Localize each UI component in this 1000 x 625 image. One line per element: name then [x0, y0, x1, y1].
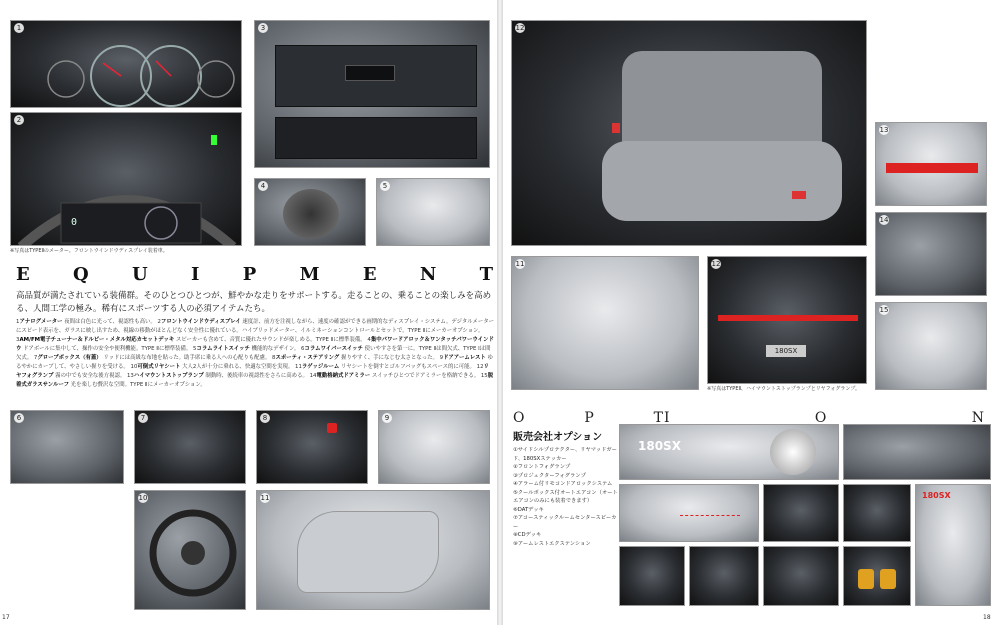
equipment-item-title: 脱着式ガラスサンルーフ	[16, 373, 494, 388]
equipment-item	[34, 355, 272, 361]
photo-rear-fog-lamp	[875, 122, 987, 206]
photo-number: 2	[14, 115, 24, 125]
heading-letter: O	[814, 410, 827, 426]
photo-speaker	[254, 178, 366, 246]
equipment-item-title: ハイマウントストップランプ	[133, 373, 204, 379]
photo-armrest-extension	[843, 546, 911, 606]
photo-number: 4	[258, 181, 268, 191]
photo-door-armrest	[256, 490, 490, 610]
photo-power-window-switch	[10, 410, 124, 484]
photo-number: 7	[138, 413, 148, 423]
equipment-item-text: 光を楽しむ贅沢な空間。TYPE Ⅱにメーカーオプション。	[68, 382, 206, 388]
heading-letter: E	[362, 264, 378, 285]
equipment-item-number: 14	[309, 373, 317, 379]
equipment-item-title: コラムライトスイッチ	[196, 346, 250, 352]
equipment-item-number: 6	[301, 346, 305, 352]
photo-glove-box	[378, 410, 490, 484]
equipment-item-text: 制動時、後続車の視認性をさらに高める。	[203, 373, 310, 379]
equipment-item-number: 11	[295, 364, 302, 370]
photo-front-window-display	[10, 112, 242, 246]
equipment-item-text: 機能的なデザイン。	[249, 346, 302, 352]
photo-number: 10	[138, 494, 148, 502]
page-number-right: 18	[983, 614, 991, 621]
equipment-item-text: ドアボールに集中して、操作の安全や便利機能。TYPE Ⅱに標準装備。	[21, 346, 194, 352]
photo-cool-box	[763, 484, 839, 542]
photo-sunroof	[875, 302, 987, 390]
photo-rear-view	[707, 256, 867, 384]
equipment-item-number: 3	[16, 337, 20, 343]
photo-number: 14	[879, 216, 889, 224]
equipment-item-title: 可倒式リヤシート	[137, 364, 181, 370]
svg-text:0: 0	[71, 217, 78, 228]
page-number-left: 17	[2, 614, 10, 621]
photo-number: 11	[515, 260, 525, 268]
photo-light-switch	[134, 410, 246, 484]
option-item: ⑧CDデッキ	[513, 532, 542, 538]
equipment-item-title: ラゲッジルーム	[301, 364, 340, 370]
equipment-item-text: 使いやすさを第一に。TYPE Ⅱは間欠式、TYPE Ⅰは間欠式。	[16, 346, 491, 361]
equipment-item-number: 8	[272, 355, 276, 361]
equipment-heading	[16, 264, 494, 285]
photo-audio-deck	[254, 20, 490, 168]
equipment-item-text: 速度計、前方を注視しながら、速度の確認ができる画期的なディスプレイ・システム。デジタルメーターにスピード表示を、ガラスに映し出すため、視線の移動がほとんどなく安全性に優れている。ハイブリッドメーター、イルミネーションコントロールとセットで。TYPE Ⅱにメーカーオプション。	[16, 319, 494, 334]
equipment-item	[310, 373, 481, 379]
equipment-item	[16, 337, 367, 343]
photo-number: 5	[380, 181, 390, 191]
option-item: ⑤クールボックス付オートエアコン（オートエアコンのみにも装着できます）	[513, 489, 618, 504]
catalog-badge: 180SX	[922, 491, 951, 500]
side-sticker: 180SX	[638, 439, 681, 453]
heading-letter: N	[419, 264, 438, 285]
heading-letter: P	[242, 264, 258, 285]
left-page	[0, 0, 497, 625]
photo-fog-lamps	[843, 424, 991, 480]
photo-number: 6	[14, 413, 24, 423]
license-plate-badge: 180SX	[766, 345, 806, 357]
heading-letter: E	[16, 264, 31, 285]
equipment-item-title: スポーティ・ステアリング	[275, 355, 340, 361]
seat-illustration	[512, 21, 867, 246]
equipment-item-text: スピーカーも含めて、音質に優れたサウンドが楽しめる。TYPE Ⅱに標準装備。	[174, 337, 368, 343]
equipment-body-text	[16, 318, 494, 390]
photo-number: 12	[711, 260, 721, 268]
photo-remote-lock	[619, 484, 759, 542]
photo-number: 15	[879, 306, 889, 314]
photo-analog-meter	[10, 20, 242, 108]
photo-side-sill	[619, 424, 839, 480]
heading-letter: P	[584, 410, 594, 426]
photo-center-speaker	[689, 546, 759, 606]
option-item: ①サイドシルプロテクター、リヤマッドガード、180SXステッカー	[513, 447, 617, 462]
equipment-item-text: リッドには高級な布地を貼った。助手席に乗る人への心配りも配慮。	[101, 355, 273, 361]
equipment-item-text: リヤシートを倒すとゴルフバッグもスペース的に可能。	[339, 364, 477, 370]
option-heading-left	[513, 410, 663, 426]
equipment-item-title: ドアアームレスト	[443, 355, 486, 361]
option-item: ⑥DATデッキ	[513, 506, 544, 513]
equipment-item-number: 10	[130, 364, 138, 370]
equipment-item-number: 2	[157, 319, 161, 325]
heading-letter: I	[191, 264, 201, 285]
photo-air-con	[843, 484, 911, 542]
photo-number: 11	[260, 494, 270, 502]
equipment-item-title: グローブボックス（有蓋）	[37, 355, 102, 361]
steering-wheel-illustration	[135, 491, 246, 610]
equipment-item-number: 7	[33, 355, 38, 361]
steering-illustration	[11, 113, 242, 246]
photo-number: 1	[14, 23, 24, 33]
heading-letter: M	[299, 264, 321, 285]
equipment-item-number: 4	[367, 337, 371, 343]
option-item: ④アラーム付リモコンドアロックシステム	[513, 481, 613, 487]
equipment-item-number: 12	[476, 364, 484, 370]
option-item: ⑦アコースティックルームセンタースピーカー	[513, 515, 617, 530]
equipment-item-text: スイッチひとつでドアミラーを格納できる。	[370, 373, 481, 379]
option-item: ②フロントフォグランプ	[513, 464, 571, 470]
equipment-item-text: 大人2人が十分に乗れる、快適な空間を実現。	[180, 364, 296, 370]
equipment-item	[131, 364, 296, 370]
options-list	[513, 446, 619, 548]
photo-door-trim	[376, 178, 490, 246]
equipment-item-number: 15	[480, 373, 488, 379]
heading-letter: O	[513, 410, 525, 426]
equipment-item-number: 9	[439, 355, 444, 361]
equipment-item-text: 握りやすく、手になじむ太さとなった。	[339, 355, 440, 361]
heading-letter: N	[971, 410, 984, 426]
equipment-item-title: 電動格納式ドアミラー	[316, 373, 371, 379]
photo-number: 8	[260, 413, 270, 423]
equipment-item-number: 1	[16, 319, 20, 325]
equipment-item	[272, 355, 440, 361]
caption-dashboard: ※写真はTYPEⅡのメーター。フロントウインドウディスプレイ装着車。	[10, 248, 168, 254]
photo-dat-deck	[619, 546, 685, 606]
photo-wiper-switch	[256, 410, 368, 484]
options-title: 販売会社オプション	[513, 432, 603, 443]
photo-number: 9	[382, 413, 392, 423]
photo-cd-deck	[763, 546, 839, 606]
heading-letter: T	[653, 410, 663, 426]
equipment-item	[295, 364, 477, 370]
photo-number: 13	[879, 126, 889, 134]
photo-steering-wheel	[134, 490, 246, 610]
equipment-item-title: リヤフォグランプ	[16, 364, 489, 379]
equipment-item-number: 5	[193, 346, 197, 352]
lead-paragraph: 高品質が満たされている装備群。そのひとつひとつが、鮮やかな走りをサポートする。走ることの、乗ることの楽しみを高める、人間工学の極み。稀有にスポーツする人の必須アイテムたち。	[16, 291, 492, 314]
equipment-item	[127, 373, 310, 379]
photo-door-mirror	[875, 212, 987, 296]
heading-letter: Q	[73, 264, 90, 285]
heading-letter: I	[664, 410, 670, 426]
photo-luggage-room	[511, 256, 699, 390]
equipment-item	[16, 319, 157, 325]
equipment-item-text: ゆるやかにカーブして、やさしい握りを受ける。	[16, 355, 493, 370]
photo-catalog-cover	[915, 484, 991, 606]
photo-number: 12	[515, 24, 525, 32]
equipment-item-title: コラムワイパースイッチ	[304, 346, 363, 352]
equipment-item-title: アナログメーター	[19, 319, 63, 325]
caption-rear: ※写真はTYPEⅡ、ハイマウントストップランプとリヤフォグランプ。	[707, 386, 860, 392]
option-item: ③プロジェクターフォグランプ	[513, 472, 586, 479]
equipment-item-title: AM/FM電子チューナー＆ドルビー・メタル対応カセットデッキ	[19, 337, 175, 343]
photo-number: 3	[258, 23, 268, 33]
equipment-item-title: フロントウインドウディスプレイ	[160, 319, 241, 325]
equipment-item-number: 13	[126, 373, 134, 379]
equipment-item-text: 霧の中でも安全な後方視認。	[53, 373, 127, 379]
photo-rear-seat	[511, 20, 867, 246]
heading-letter: T	[479, 264, 494, 285]
equipment-item-title: 集中パワードアロック＆ワンタッチパワーウインドウ	[16, 337, 494, 352]
equipment-item	[193, 346, 301, 352]
meter-illustration	[11, 21, 242, 108]
option-item: ⑨アームレストエクステンション	[513, 540, 591, 547]
heading-letter: U	[132, 264, 149, 285]
option-heading-right	[664, 410, 984, 426]
equipment-item-text: 夜間は白色に光って、視認性も高い。	[62, 319, 158, 325]
